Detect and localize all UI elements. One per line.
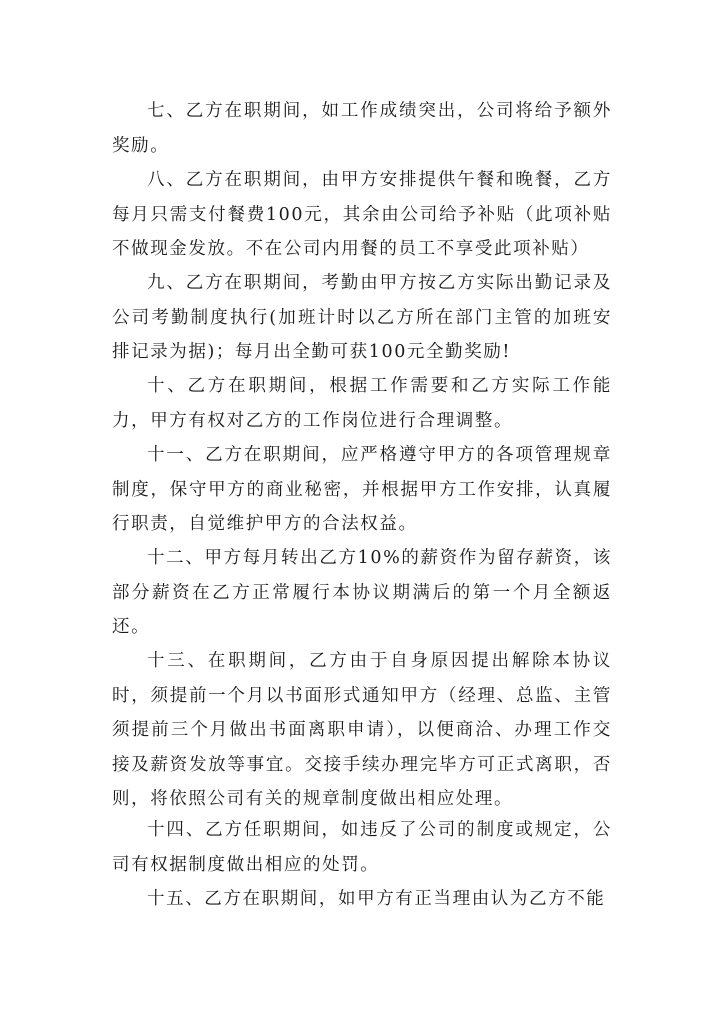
clause-11: 十一、乙方在职期间，应严格遵守甲方的各项管理规章制度，保守甲方的商业秘密，并根据甲方工作安排，认真履行职责，自觉维护甲方的合法权益。 — [112, 445, 612, 534]
clause-9: 九、乙方在职期间，考勤由甲方按乙方实际出勤记录及公司考勤制度执行(加班计时以乙方所在部门主管的加班安排记录为据)；每月出全勤可获100元全勤奖励! — [112, 273, 612, 362]
clause-12: 十二、甲方每月转出乙方10%的薪资作为留存薪资，该部分薪资在乙方正常履行本协议期满后的第一个月全额返还。 — [112, 548, 612, 637]
clause-7: 七、乙方在职期间，如工作成绩突出，公司将给予额外奖励。 — [112, 101, 612, 156]
clause-8: 八、乙方在职期间，由甲方安排提供午餐和晚餐，乙方每月只需支付餐费100元，其余由公司给予补贴（此项补贴不做现金发放。不在公司内用餐的员工不享受此项补贴） — [112, 170, 612, 259]
clause-14: 十四、乙方任职期间，如违反了公司的制度或规定，公司有权据制度做出相应的处罚。 — [112, 820, 612, 875]
clause-10: 十、乙方在职期间，根据工作需要和乙方实际工作能力，甲方有权对乙方的工作岗位进行合理调整。 — [112, 376, 612, 431]
clause-13: 十三、在职期间，乙方由于自身原因提出解除本协议时，须提前一个月以书面形式通知甲方（经理、总监、主管须提前三个月做出书面离职申请），以便商洽、办理工作交接及薪资发放等事宜。交接手续办理完毕方可正式离职，否则，将依照公司有关的规章制度做出相应处理。 — [112, 651, 612, 809]
clause-15: 十五、乙方在职期间，如甲方有正当理由认为乙方不能 — [147, 889, 606, 909]
